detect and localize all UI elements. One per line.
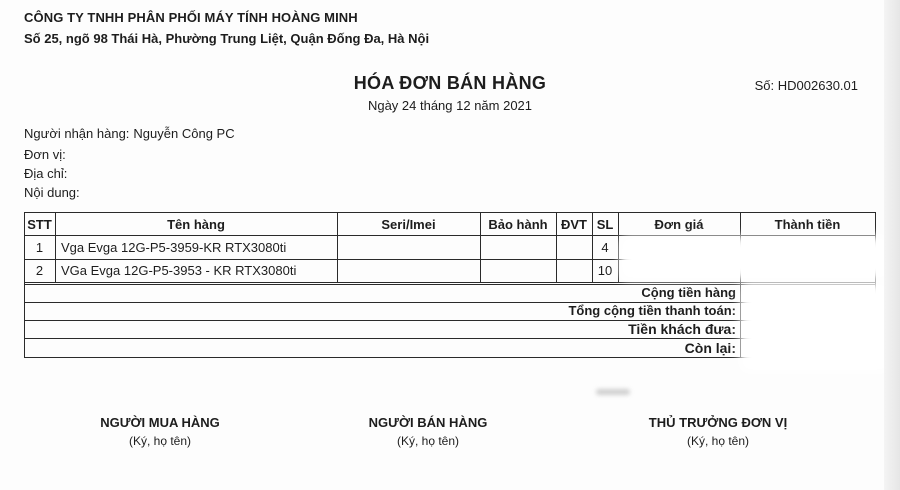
signature-buyer-title: NGƯỜI MUA HÀNG (100, 415, 220, 430)
row-1-name: Vga Evga 12G-P5-3959-KR RTX3080ti (61, 240, 287, 255)
company-name: CÔNG TY TNHH PHÂN PHỐI MÁY TÍNH HOÀNG MINH (24, 10, 358, 25)
invoice-title: HÓA ĐƠN BÁN HÀNG (353, 73, 547, 93)
invoice-number: Số: HD002630.01 (754, 78, 858, 93)
header-don-gia: Đơn giá (654, 217, 704, 232)
signature-head-note: (Ký, họ tên) (686, 434, 750, 448)
redacted-price-area (620, 236, 890, 280)
redacted-mark (596, 389, 630, 395)
company-address: Số 25, ngõ 98 Thái Hà, Phường Trung Liệt, Quận Đống Đa, Hà Nội (24, 31, 430, 46)
header-thanh-tien: Thành tiền (774, 217, 841, 232)
grand-total-label: Tổng cộng tiền thanh toán: (568, 303, 736, 318)
row-2-qty: 10 (597, 263, 613, 278)
header-seri: Seri/Imei (381, 217, 436, 232)
header-stt: STT (27, 217, 52, 232)
invoice-date: Ngày 24 tháng 12 năm 2021 (367, 98, 533, 113)
redacted-total-area (740, 282, 890, 372)
recipient-address-label: Địa chỉ: (24, 166, 68, 181)
subtotal-label: Cộng tiền hàng (641, 285, 736, 300)
signature-head-title: THỦ TRƯỞNG ĐƠN VỊ (648, 415, 788, 430)
signature-seller-title: NGƯỜI BÁN HÀNG (368, 415, 488, 430)
signature-head (608, 415, 828, 448)
row-1-qty: 4 (601, 240, 609, 255)
header-dvt: ĐVT (561, 217, 587, 232)
recipient-name-label: Người nhận hàng: (24, 126, 130, 141)
header-sl: SL (596, 217, 614, 232)
recipient-name-value: Nguyễn Công PC (133, 126, 235, 141)
signature-seller (318, 415, 538, 448)
paid-label: Tiền khách đưa: (628, 321, 736, 337)
signature-seller-note: (Ký, họ tên) (396, 434, 460, 448)
row-1-stt: 1 (35, 240, 44, 255)
remaining-label: Còn lại: (684, 340, 736, 356)
row-2-name: VGa Evga 12G-P5-3953 - KR RTX3080ti (61, 263, 297, 278)
recipient-unit-label: Đơn vị: (24, 147, 66, 162)
signature-buyer (50, 415, 270, 448)
header-ten-hang: Tên hàng (167, 217, 225, 232)
row-2-stt: 2 (35, 263, 44, 278)
signature-buyer-note: (Ký, họ tên) (128, 434, 192, 448)
recipient-content-label: Nội dung: (24, 185, 80, 200)
recipient-name-line (24, 126, 235, 141)
header-bao-hanh: Bảo hành (488, 217, 548, 232)
paper-edge (884, 0, 900, 490)
